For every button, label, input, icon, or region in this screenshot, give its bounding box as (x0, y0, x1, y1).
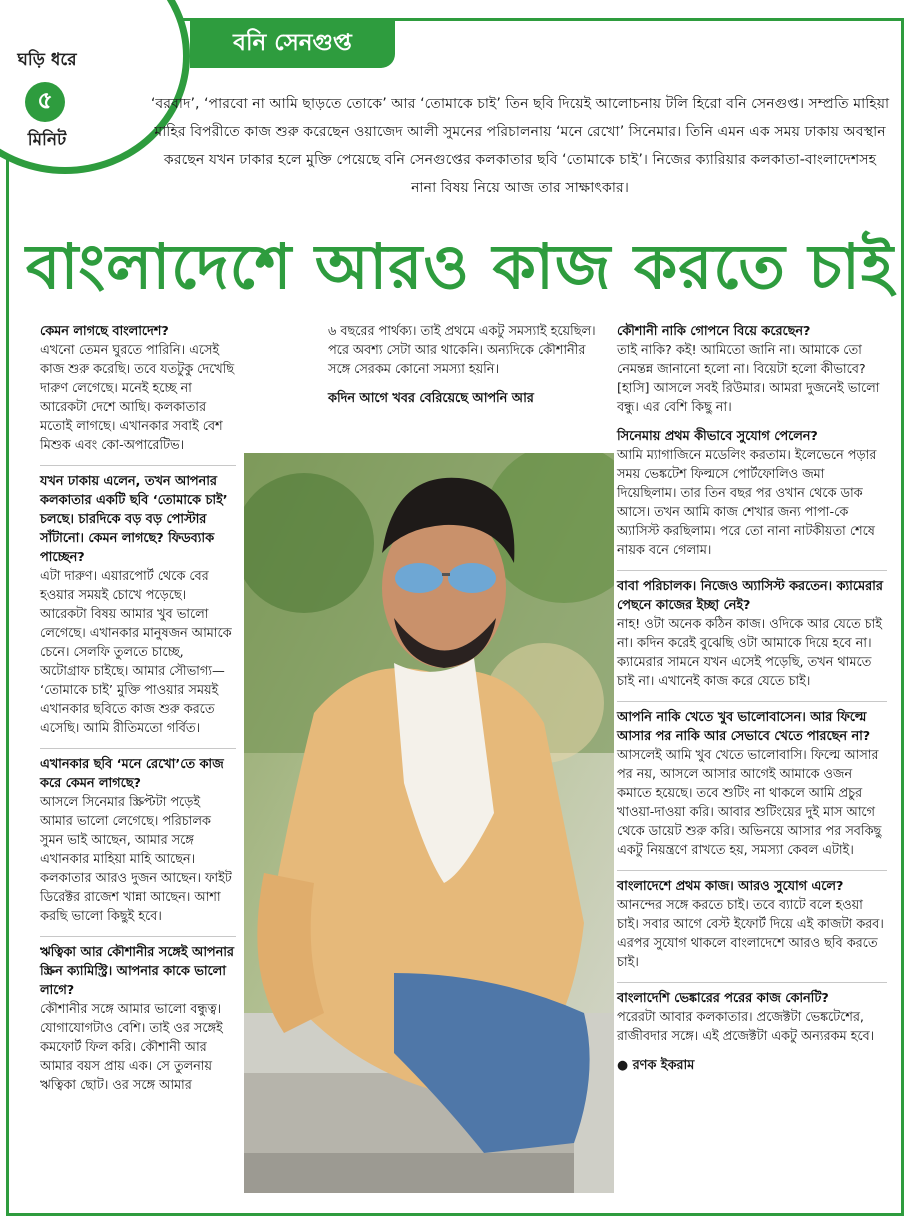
answer: তাই নাকি? কই! আমিতো জানি না। আমাকে তো নেমন্তন্ন জানানো হলো না। বিয়েটা হলো কীভাবে? [হাসি] আসলে সবই রিউমার। আমরা দুজনেই ভালো বন্ধু। এর বেশি কিছু না। (617, 343, 880, 415)
answer: আনন্দের সঙ্গে করতে চাই। তবে ব্যাটে বলে হওয়া চাই। সবার আগে বেস্ট ইফোর্ট দিয়ে এই কাজটা করব। এরপর সুযোগ থাকলে বাংলাদেশে আরও ছবি করতে চাই। (617, 898, 884, 970)
answer: ৬ বছরের পার্থক্য। তাই প্রথমে একটু সমস্যাই হয়েছিল। পরে অবশ্য সেটা আর থাকেনি। অন্যদিকে কৌশানীর সঙ্গে সেরকম কোনো সমস্যা হয়নি। (328, 324, 596, 377)
divider (617, 570, 887, 571)
answer: কৌশানীর সঙ্গে আমার ভালো বন্ধুত্ব। যোগাযোগটাও বেশি। তাই ওর সঙ্গেই কমফোর্ট ফিল করি। কৌশানী আর আমার বয়স প্রায় এক। সে তুলনায় ঋত্বিকা ছোট। ওর সঙ্গে আমার (40, 1002, 223, 1093)
divider (617, 701, 887, 702)
badge-top-text: ঘড়ি ধরে (17, 50, 77, 70)
answer: এখনো তেমন ঘুরতে পারিনি। এসেই কাজ শুরু করেছি। তবে যতটুকু দেখেছি দারুণ লেগেছে। মনেই হচ্ছে না আরেকটা দেশে আছি। কলকাতার মতোই লাগছে। এখানকার সবাই বেশ মিশুক এবং কো-অপারেটিভ। (40, 343, 235, 453)
question: কেমন লাগছে বাংলাদেশ? (40, 324, 169, 339)
answer: পরেরটা আবার কলকাতার। প্রজেক্টটা ভেঙ্কটেশের, রাজীবদার সঙ্গে। এই প্রজেক্টটা একটু অন্যরকম হবে। (617, 1010, 875, 1044)
intro-paragraph: ‘বরবাদ’, ‘পারবো না আমি ছাড়তে তোকে’ আর ‘তোমাকে চাই’ তিন ছবি দিয়েই আলোচনায় টলি হিরো বনি সেনগুপ্ত। সম্প্রতি মাহিয়া মাহির বিপরীতে কাজ শুরু করেছেন ওয়াজেদ আলী সুমনের পরিচালনায় ‘মনে রেখো’ সিনেমার। তিনি এমন এক সময় ঢাকায় অবস্থান করছেন যখন ঢাকার হলে মুক্তি পেয়েছে বনি সেনগুপ্তের কলকাতার ছবি ‘তোমাকে চাই’। নিজের ক্যারিয়ার কলকাতা-বাংলাদেশসহ নানা বিষয় নিয়ে আজ তার সাক্ষাৎকার। (150, 96, 890, 196)
question: কদিন আগে খবর বেরিয়েছে আপনি আর (328, 391, 534, 406)
divider (40, 936, 236, 937)
divider (40, 748, 236, 749)
answer: নাহ! ওটা অনেক কঠিন কাজ। ওদিকে আর যেতে চাই না। কদিন করেই বুঝেছি ওটা আমাকে দিয়ে হবে না। ক্যামেরার সামনে যখন এসেই পড়েছি, তখন থামতে চাই না। এখানেই কাজ করে যেতে চাই। (617, 617, 882, 689)
question: বাংলাদেশি ভেঙ্কারের পরের কাজ কোনটি? (617, 991, 829, 1006)
column-left (40, 322, 236, 1105)
answer: এটা দারুণ। এয়ারপোর্ট থেকে বের হওয়ার সময়ই চোখে পড়েছে। আরেকটা বিষয় আমার খুব ভালো লেগেছে। এখানকার মানুষজন আমাকে চেনে। সেলফি তুলতে চাচ্ছে, অটোগ্রাফ চাইছে। আমার সৌভাগ্য— ‘তোমাকে চাই’ মুক্তি পাওয়ার সময়ই এখানকার ছবিতে কাজ শুরু করতে এসেছি। আমি রীতিমতো গর্বিত। (40, 569, 232, 736)
name-tab: বনি সেনগুপ্ত (190, 18, 395, 68)
answer: আসলে সিনেমার স্ক্রিপ্টটা পড়েই আমার ভালো লেগেছে। পরিচালক সুমন ভাই আছেন, আমার সঙ্গে এখানকার মাহিয়া মাহি আছেন। কলকাতার আরও দুজন আছেন। ফাইট ডিরেক্টর রাজেশ খান্না আছেন। আশা করছি ভালো কিছুই হবে। (40, 795, 232, 924)
question: এখানকার ছবি ‘মনে রেখো’তে কাজ করে কেমন লাগছে? (40, 757, 224, 791)
badge-number: ৫ (25, 82, 65, 122)
question: কৌশানী নাকি গোপনে বিয়ে করেছেন? (617, 324, 811, 339)
author-byline: ● রণক ইকরাম (617, 1058, 695, 1073)
actor-photo (244, 453, 614, 1193)
divider (617, 982, 887, 983)
headline: বাংলাদেশে আরও কাজ করতে চাই (25, 230, 895, 303)
divider (40, 465, 236, 466)
column-right (617, 322, 887, 1075)
answer: আসলেই আমি খুব খেতে ভালোবাসি। ফিল্মে আসার পর নয়, আসলে আসার আগেই আমাকে ওজন কমাতে হয়েছে। তবে শুটিং না থাকলে আমি প্রচুর খাওয়া-দাওয়া করি। আবার শুটিংয়ের দুই মাস আগে থেকে ডায়েট শুরু করি। অভিনয়ে আসার পর সবকিছু একটু নিয়ন্ত্রণে রাখতে হয়, সমস্যা কেবল এটাই। (617, 748, 882, 858)
answer: আমি ম্যাগাজিনে মডেলিং করতাম। ইলেভেনে পড়ার সময় ভেঙ্কটেশ ফিল্মসে পোর্টফোলিও জমা দিয়েছিলাম। তার তিন বছর পর ওখান থেকে ডাক আসে। তখন আমি কাজ শেখার জন্য পাপা-কে অ্যাসিস্ট করছিলাম। পরে তো নানা নাটকীয়তা শেষে নায়ক বনে গেলাম। (617, 448, 877, 558)
column-middle (328, 322, 598, 408)
question: সিনেমায় প্রথম কীভাবে সুযোগ পেলেন? (617, 429, 818, 444)
actor-photo-illustration (244, 453, 614, 1193)
question: যখন ঢাকায় এলেন, তখন আপনার কলকাতার একটি ছবি ‘তোমাকে চাই’ চলছে। চারদিকে বড় বড় পোস্টার সাঁটানো। কেমন লাগছে? ফিডব্যাক পাচ্ছেন? (40, 474, 228, 565)
question: ঋত্বিকা আর কৌশানীর সঙ্গেই আপনার স্ক্রিন ক্যামিস্ট্রি। আপনার কাকে ভালো লাগে? (40, 945, 234, 998)
question: বাংলাদেশে প্রথম কাজ। আরও সুযোগ এলে? (617, 879, 844, 894)
question: বাবা পরিচালক। নিজেও অ্যাসিস্ট করতেন। ক্যামেরার পেছনে কাজের ইচ্ছা নেই? (617, 579, 883, 613)
badge-bottom-text: মিনিট (27, 130, 67, 150)
divider (617, 870, 887, 871)
question: আপনি নাকি খেতে খুব ভালোবাসেন। আর ফিল্মে আসার পর নাকি আর সেভাবে খেতে পারছেন না? (617, 710, 871, 744)
